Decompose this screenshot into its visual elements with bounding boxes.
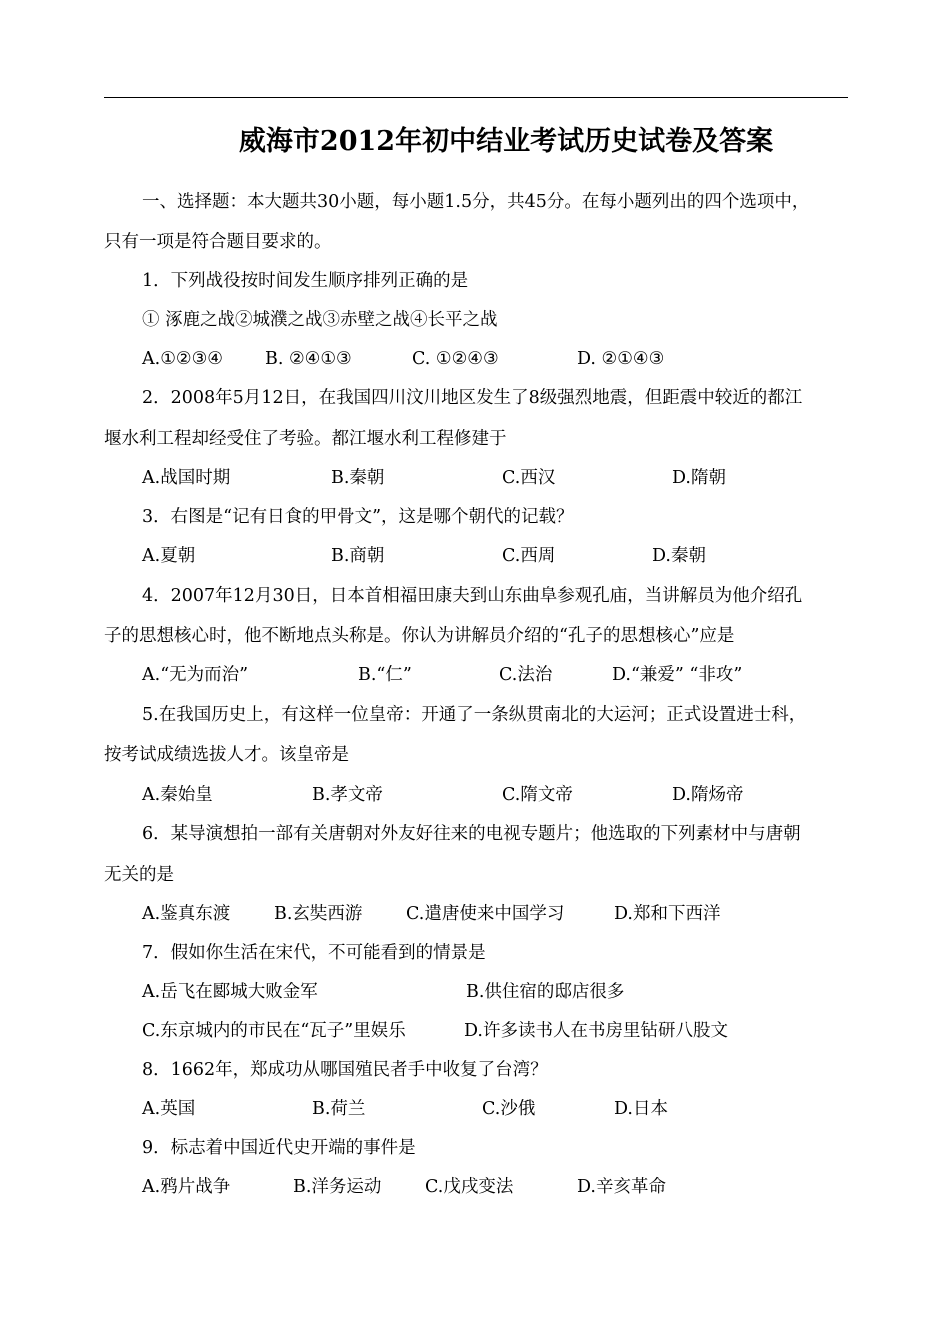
question-7-options-row-2 <box>142 1019 862 1043</box>
question-1-stem: 1．下列战役按时间发生顺序排列正确的是 <box>142 271 469 291</box>
question-4-options <box>142 663 862 687</box>
option-c: C.法治 <box>499 665 553 685</box>
page-title: 威海市2012年初中结业考试历史试卷及答案 <box>238 126 774 157</box>
question-4-stem-cont: 子的思想核心时，他不断地点头称是。你认为讲解员介绍的“孔子的思想核心”应是 <box>104 626 735 646</box>
option-a: A.战国时期 <box>142 468 231 488</box>
question-2-options <box>142 466 862 490</box>
option-b: B.秦朝 <box>331 468 385 488</box>
option-c: C.戊戌变法 <box>425 1177 514 1197</box>
option-d: D.秦朝 <box>652 546 706 566</box>
question-2-stem-cont: 堰水利工程却经受住了考验。都江堰水利工程修建于 <box>104 429 507 449</box>
option-d: D. ②①④③ <box>577 349 665 369</box>
question-1-options <box>142 347 862 371</box>
question-3-stem: 3．右图是“记有日食的甲骨文”，这是哪个朝代的记载？ <box>142 507 574 527</box>
option-d: D.辛亥革命 <box>577 1177 666 1197</box>
option-b: B.孝文帝 <box>312 785 383 805</box>
option-c: C.遣唐使来中国学习 <box>406 904 565 924</box>
option-c: C.东京城内的市民在“瓦子”里娱乐 <box>142 1021 406 1041</box>
option-a: A.鸦片战争 <box>142 1177 231 1197</box>
question-7-stem: 7．假如你生活在宋代，不可能看到的情景是 <box>142 943 486 963</box>
option-a: A.鉴真东渡 <box>142 904 231 924</box>
option-d: D.隋朝 <box>672 468 726 488</box>
option-c: C.隋文帝 <box>502 785 573 805</box>
section-instruction-line-2: 只有一项是符合题目要求的。 <box>104 232 332 252</box>
option-c: C. ①②④③ <box>412 349 499 369</box>
question-6-options <box>142 902 862 926</box>
question-9-options <box>142 1175 862 1199</box>
question-3-options <box>142 544 862 568</box>
option-c: C.沙俄 <box>482 1099 536 1119</box>
option-a: A.秦始皇 <box>142 785 213 805</box>
option-b: B.商朝 <box>331 546 385 566</box>
question-8-stem: 8．1662年，郑成功从哪国殖民者手中收复了台湾？ <box>142 1060 548 1080</box>
option-b: B.玄奘西游 <box>274 904 363 924</box>
question-5-stem: 5.在我国历史上，有这样一位皇帝：开通了一条纵贯南北的大运河；正式设置进士科， <box>142 705 807 725</box>
option-d: D.“兼爱” “非攻” <box>612 665 743 685</box>
option-b: B.供住宿的邸店很多 <box>466 982 625 1002</box>
option-a: A.岳飞在郾城大败金军 <box>142 982 318 1002</box>
option-d: D.日本 <box>614 1099 668 1119</box>
option-c: C.西汉 <box>502 468 556 488</box>
option-b: B.荷兰 <box>312 1099 366 1119</box>
option-d: D.许多读书人在书房里钻研八股文 <box>464 1021 728 1041</box>
question-5-options <box>142 783 862 807</box>
question-6-stem: 6．某导演想拍一部有关唐朝对外友好往来的电视专题片；他选取的下列素材中与唐朝 <box>142 824 801 844</box>
option-a: A.①②③④ <box>142 349 223 369</box>
question-9-stem: 9．标志着中国近代史开端的事件是 <box>142 1138 416 1158</box>
option-a: A.夏朝 <box>142 546 196 566</box>
question-6-stem-cont: 无关的是 <box>104 865 174 885</box>
option-b: B. ②④①③ <box>265 349 352 369</box>
option-b: B.“仁” <box>358 665 412 685</box>
header-rule <box>104 97 848 98</box>
option-a: A.“无为而治” <box>142 665 249 685</box>
question-1-stem-extra: ① 涿鹿之战②城濮之战③赤壁之战④长平之战 <box>142 310 498 330</box>
option-b: B.洋务运动 <box>293 1177 382 1197</box>
question-7-options-row-1 <box>142 980 862 1004</box>
question-2-stem: 2．2008年5月12日，在我国四川汶川地区发生了8级强烈地震，但距震中较近的都江 <box>142 388 803 408</box>
option-c: C.西周 <box>502 546 556 566</box>
question-8-options <box>142 1097 862 1121</box>
question-5-stem-cont: 按考试成绩选拔人才。该皇帝是 <box>104 745 349 765</box>
option-d: D.隋炀帝 <box>672 785 744 805</box>
option-a: A.英国 <box>142 1099 196 1119</box>
option-d: D.郑和下西洋 <box>614 904 721 924</box>
section-instruction-line-1: 一、选择题：本大题共30小题，每小题1.5分，共45分。在每小题列出的四个选项中， <box>142 192 810 212</box>
question-4-stem: 4．2007年12月30日，日本首相福田康夫到山东曲阜参观孔庙，当讲解员为他介绍孔 <box>142 586 803 606</box>
